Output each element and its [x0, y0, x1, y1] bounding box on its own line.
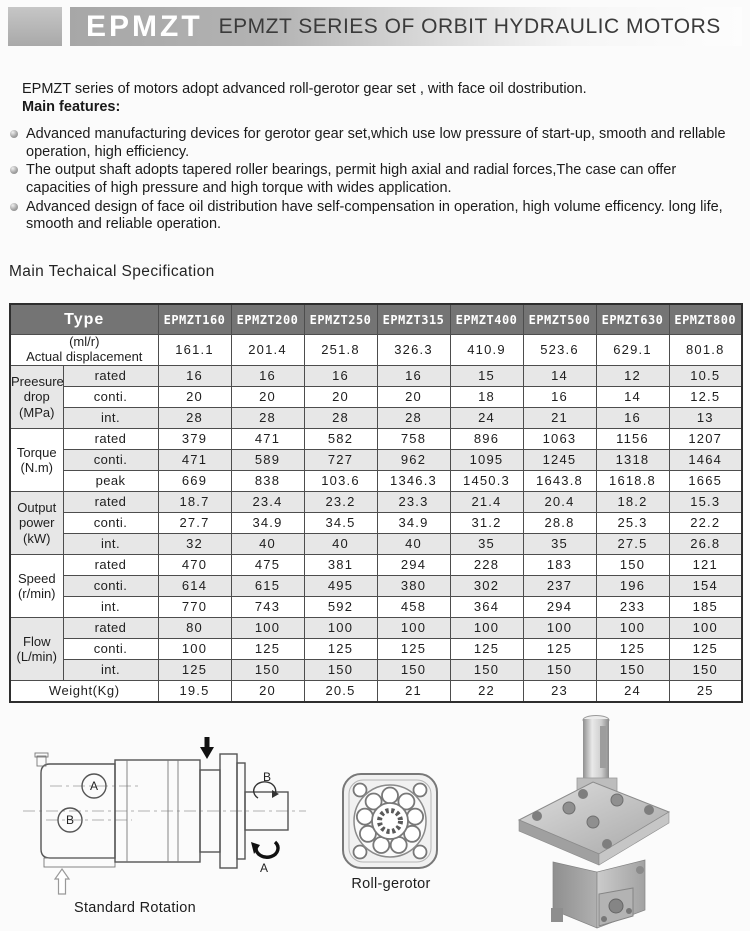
model-header-cell: EPMZT630 — [596, 304, 669, 335]
sub-label-cell: conti. — [63, 386, 158, 407]
port-b-label: B — [65, 813, 75, 827]
table-row — [10, 680, 742, 702]
group-label-cell: Speed (r/min) — [10, 554, 63, 617]
spec-value-cell: 20 — [231, 386, 304, 407]
model-header-cell: EPMZT315 — [377, 304, 450, 335]
sub-label-cell: rated — [63, 365, 158, 386]
spec-value-cell: 183 — [523, 554, 596, 575]
spec-value-cell: 18.2 — [596, 491, 669, 512]
section-heading: Main Techaical Specification — [9, 263, 215, 280]
table-row — [10, 470, 742, 491]
spec-value-cell: 589 — [231, 449, 304, 470]
spec-value-cell: 364 — [450, 596, 523, 617]
header-banner — [70, 7, 742, 46]
spec-value-cell: 32 — [158, 533, 231, 554]
figure-caption: Standard Rotation — [74, 900, 196, 916]
model-header-cell: EPMZT250 — [304, 304, 377, 335]
table-row — [10, 659, 742, 680]
endcap-plate — [44, 858, 115, 867]
spec-value-cell: 40 — [231, 533, 304, 554]
bolt — [611, 794, 623, 806]
spec-value-cell: 962 — [377, 449, 450, 470]
logo-block — [8, 7, 62, 46]
model-header-cell: EPMZT500 — [523, 304, 596, 335]
figure-motor-photo — [503, 712, 685, 930]
spec-value-cell: 150 — [304, 659, 377, 680]
table-row — [10, 449, 742, 470]
spec-value-cell: 125 — [523, 638, 596, 659]
spec-value-cell: 18 — [450, 386, 523, 407]
table-header-row — [10, 304, 742, 335]
spec-value-cell: 100 — [450, 617, 523, 638]
figure-caption: Roll-gerotor — [351, 876, 431, 892]
spec-value-cell: 20.4 — [523, 491, 596, 512]
spec-value-cell: 1665 — [669, 470, 742, 491]
group-label-cell: Flow (L/min) — [10, 617, 63, 680]
rotation-arrow-a-icon — [256, 842, 278, 857]
group-label-cell: Output power (kW) — [10, 491, 63, 554]
rotation-b-label: B — [262, 770, 272, 784]
table-row — [10, 407, 742, 428]
spec-value-cell: 251.8 — [304, 335, 377, 366]
spec-value-cell: 34.9 — [377, 512, 450, 533]
spec-value-cell: 100 — [158, 638, 231, 659]
spec-value-cell: 19.5 — [158, 680, 231, 702]
spec-value-cell: 1464 — [669, 449, 742, 470]
spec-value-cell: 23 — [523, 680, 596, 702]
spec-value-cell: 294 — [377, 554, 450, 575]
spec-value-cell: 25.3 — [596, 512, 669, 533]
bolt-hole — [578, 789, 588, 799]
spec-value-cell: 22.2 — [669, 512, 742, 533]
bullet-icon — [10, 203, 18, 211]
spec-value-cell: 16 — [596, 407, 669, 428]
model-header-cell: EPMZT800 — [669, 304, 742, 335]
standard-rotation-drawing — [20, 736, 312, 896]
spec-value-cell: 614 — [158, 575, 231, 596]
table-row — [10, 575, 742, 596]
spec-value-cell: 100 — [304, 617, 377, 638]
spec-value-cell: 23.3 — [377, 491, 450, 512]
feature-text: Advanced manufacturing devices for gerotor gear set,which use low pressure of start-up, smooth and rellable operation, high efficiency. — [26, 126, 726, 160]
spec-value-cell: 40 — [304, 533, 377, 554]
spec-value-cell: 21.4 — [450, 491, 523, 512]
spec-value-cell: 23.4 — [231, 491, 304, 512]
spec-value-cell: 125 — [450, 638, 523, 659]
spec-value-cell: 13 — [669, 407, 742, 428]
spec-value-cell: 12 — [596, 365, 669, 386]
feature-text: The output shaft adopts tapered roller bearings, permit high axial and radial forces,The case can offer capacities of high pressure and high torque with wides application. — [26, 162, 677, 197]
sub-label-cell: conti. — [63, 575, 158, 596]
spec-value-cell: 150 — [523, 659, 596, 680]
spec-value-cell: 100 — [669, 617, 742, 638]
bolt — [563, 802, 575, 814]
spec-value-cell: 582 — [304, 428, 377, 449]
spec-value-cell: 758 — [377, 428, 450, 449]
shaft-keyway — [600, 726, 606, 768]
type-header-cell: Type — [10, 304, 158, 335]
spec-value-cell: 150 — [450, 659, 523, 680]
spec-value-cell: 381 — [304, 554, 377, 575]
spec-value-cell: 125 — [596, 638, 669, 659]
spec-value-cell: 326.3 — [377, 335, 450, 366]
spec-value-cell: 20 — [377, 386, 450, 407]
sub-label-cell: rated — [63, 491, 158, 512]
feature-item — [8, 126, 744, 161]
spec-value-cell: 1156 — [596, 428, 669, 449]
spec-value-cell: 770 — [158, 596, 231, 617]
spec-value-cell: 125 — [669, 638, 742, 659]
spec-value-cell: 1618.8 — [596, 470, 669, 491]
spec-value-cell: 34.9 — [231, 512, 304, 533]
spec-value-cell: 22 — [450, 680, 523, 702]
spec-value-cell: 16 — [377, 365, 450, 386]
spec-value-cell: 1346.3 — [377, 470, 450, 491]
spec-value-cell: 20.5 — [304, 680, 377, 702]
spec-value-cell: 28 — [158, 407, 231, 428]
sub-label-cell: int. — [63, 659, 158, 680]
figure-standard-rotation — [20, 736, 312, 916]
features-heading: Main features: — [22, 99, 121, 115]
table-row — [10, 533, 742, 554]
spec-value-cell: 150 — [596, 659, 669, 680]
spec-value-cell: 150 — [231, 659, 304, 680]
spec-value-cell: 27.7 — [158, 512, 231, 533]
spec-value-cell: 24 — [450, 407, 523, 428]
group-label-cell: Torque (N.m) — [10, 428, 63, 491]
spec-value-cell: 471 — [158, 449, 231, 470]
feature-item — [8, 162, 744, 197]
spec-value-cell: 615 — [231, 575, 304, 596]
spec-value-cell: 28 — [231, 407, 304, 428]
bolt — [587, 816, 599, 828]
spec-value-cell: 27.5 — [596, 533, 669, 554]
figure-roll-gerotor — [330, 772, 452, 892]
spec-value-cell: 523.6 — [523, 335, 596, 366]
spec-value-cell: 20 — [304, 386, 377, 407]
spec-value-cell: 1063 — [523, 428, 596, 449]
down-arrow-head-icon — [200, 747, 214, 759]
brand-logo-text: EPMZT — [86, 9, 203, 43]
sub-label-cell: conti. — [63, 512, 158, 533]
spec-value-cell: 233 — [596, 596, 669, 617]
spec-value-cell: 1643.8 — [523, 470, 596, 491]
spec-value-cell: 150 — [596, 554, 669, 575]
displacement-unit: (ml/r) — [69, 334, 100, 349]
sub-label-cell: rated — [63, 617, 158, 638]
spec-value-cell: 125 — [231, 638, 304, 659]
group-label-cell: Preesure drop (MPa) — [10, 365, 63, 428]
motor-photo — [503, 712, 685, 930]
spec-value-cell: 801.8 — [669, 335, 742, 366]
spec-value-cell: 294 — [523, 596, 596, 617]
bullet-icon — [10, 166, 18, 174]
bullet-icon — [10, 130, 18, 138]
spec-value-cell: 302 — [450, 575, 523, 596]
spec-value-cell: 18.7 — [158, 491, 231, 512]
spec-table — [9, 303, 743, 703]
spec-value-cell: 35 — [450, 533, 523, 554]
spec-value-cell: 31.2 — [450, 512, 523, 533]
spec-value-cell: 201.4 — [231, 335, 304, 366]
spec-value-cell: 1450.3 — [450, 470, 523, 491]
spec-value-cell: 629.1 — [596, 335, 669, 366]
spec-value-cell: 14 — [596, 386, 669, 407]
spec-value-cell: 185 — [669, 596, 742, 617]
spec-value-cell: 28 — [377, 407, 450, 428]
spec-value-cell: 100 — [596, 617, 669, 638]
spec-value-cell: 150 — [669, 659, 742, 680]
table-row — [10, 596, 742, 617]
port-opening — [609, 899, 623, 913]
side-port — [636, 866, 644, 874]
spec-value-cell: 24 — [596, 680, 669, 702]
spec-value-cell: 838 — [231, 470, 304, 491]
mounting-foot — [551, 908, 563, 922]
spec-value-cell: 125 — [158, 659, 231, 680]
spec-value-cell: 125 — [377, 638, 450, 659]
spec-value-cell: 20 — [231, 680, 304, 702]
spec-value-cell: 458 — [377, 596, 450, 617]
sub-label-cell: int. — [63, 596, 158, 617]
roller — [382, 788, 398, 804]
spec-value-cell: 100 — [231, 617, 304, 638]
rotation-a-label: A — [259, 861, 269, 875]
weight-label-cell: Weight(Kg) — [10, 680, 158, 702]
table-row — [10, 335, 742, 366]
features-list — [8, 126, 744, 235]
spec-value-cell: 1095 — [450, 449, 523, 470]
spec-value-cell: 380 — [377, 575, 450, 596]
page-title: EPMZT SERIES OF ORBIT HYDRAULIC MOTORS — [218, 14, 721, 38]
feature-item — [8, 199, 744, 234]
sub-label-cell: int. — [63, 407, 158, 428]
spec-value-cell: 25 — [669, 680, 742, 702]
spec-value-cell: 154 — [669, 575, 742, 596]
feature-text: Advanced design of face oil distribution have self-compensation in operation, high volume efficency. long life, smooth and reliable operation. — [26, 198, 723, 233]
model-header-cell: EPMZT400 — [450, 304, 523, 335]
spec-value-cell: 20 — [158, 386, 231, 407]
port-bolt — [626, 908, 632, 914]
spec-value-cell: 1207 — [669, 428, 742, 449]
spec-value-cell: 28 — [304, 407, 377, 428]
sub-label-cell: rated — [63, 428, 158, 449]
spec-value-cell: 743 — [231, 596, 304, 617]
up-arrow-icon — [55, 869, 69, 894]
spec-value-cell: 379 — [158, 428, 231, 449]
spec-value-cell: 150 — [377, 659, 450, 680]
spec-value-cell: 495 — [304, 575, 377, 596]
spec-value-cell: 26.8 — [669, 533, 742, 554]
spec-value-cell: 40 — [377, 533, 450, 554]
spec-value-cell: 10.5 — [669, 365, 742, 386]
spec-value-cell: 470 — [158, 554, 231, 575]
sub-label-cell: int. — [63, 533, 158, 554]
sub-label-cell: conti. — [63, 449, 158, 470]
sub-label-cell: conti. — [63, 638, 158, 659]
spec-value-cell: 125 — [304, 638, 377, 659]
model-header-cell: EPMZT200 — [231, 304, 304, 335]
spec-value-cell: 16 — [523, 386, 596, 407]
spec-value-cell: 1318 — [596, 449, 669, 470]
intro-line: EPMZT series of motors adopt advanced roll-gerotor gear set , with face oil dostribution. — [22, 81, 587, 97]
table-row — [10, 617, 742, 638]
spec-value-cell: 14 — [523, 365, 596, 386]
spec-value-cell: 471 — [231, 428, 304, 449]
spec-value-cell: 727 — [304, 449, 377, 470]
spec-value-cell: 16 — [231, 365, 304, 386]
displacement-label-cell — [10, 335, 158, 366]
spec-value-cell: 80 — [158, 617, 231, 638]
spec-value-cell: 103.6 — [304, 470, 377, 491]
spec-value-cell: 23.2 — [304, 491, 377, 512]
model-header-cell: EPMZT160 — [158, 304, 231, 335]
spec-value-cell: 16 — [158, 365, 231, 386]
bolt-hole — [602, 839, 612, 849]
spec-value-cell: 100 — [377, 617, 450, 638]
spec-value-cell: 196 — [596, 575, 669, 596]
spec-value-cell: 237 — [523, 575, 596, 596]
spec-value-cell: 15.3 — [669, 491, 742, 512]
spec-value-cell: 475 — [231, 554, 304, 575]
bolt-hole — [644, 805, 654, 815]
spec-value-cell: 21 — [523, 407, 596, 428]
spec-value-cell: 896 — [450, 428, 523, 449]
spec-value-cell: 15 — [450, 365, 523, 386]
spec-value-cell: 1245 — [523, 449, 596, 470]
sub-label-cell: rated — [63, 554, 158, 575]
table-row — [10, 365, 742, 386]
spec-value-cell: 161.1 — [158, 335, 231, 366]
port-a-label: A — [89, 779, 99, 793]
spec-value-cell: 34.5 — [304, 512, 377, 533]
spec-value-cell: 410.9 — [450, 335, 523, 366]
spec-value-cell: 12.5 — [669, 386, 742, 407]
roller — [357, 809, 373, 825]
spec-value-cell: 35 — [523, 533, 596, 554]
displacement-label: Actual displacement — [26, 348, 143, 364]
spec-value-cell: 21 — [377, 680, 450, 702]
table-row — [10, 428, 742, 449]
bolt-hole — [532, 811, 542, 821]
spec-value-cell: 121 — [669, 554, 742, 575]
table-row — [10, 638, 742, 659]
spec-value-cell: 228 — [450, 554, 523, 575]
sub-label-cell: peak — [63, 470, 158, 491]
spec-value-cell: 669 — [158, 470, 231, 491]
spec-value-cell: 592 — [304, 596, 377, 617]
table-row — [10, 554, 742, 575]
roller — [407, 809, 423, 825]
port-bolt — [601, 916, 607, 922]
table-row — [10, 512, 742, 533]
table-row — [10, 491, 742, 512]
spec-value-cell: 16 — [304, 365, 377, 386]
roll-gerotor-drawing — [330, 772, 450, 872]
spec-value-cell: 100 — [523, 617, 596, 638]
table-row — [10, 386, 742, 407]
spec-value-cell: 28.8 — [523, 512, 596, 533]
